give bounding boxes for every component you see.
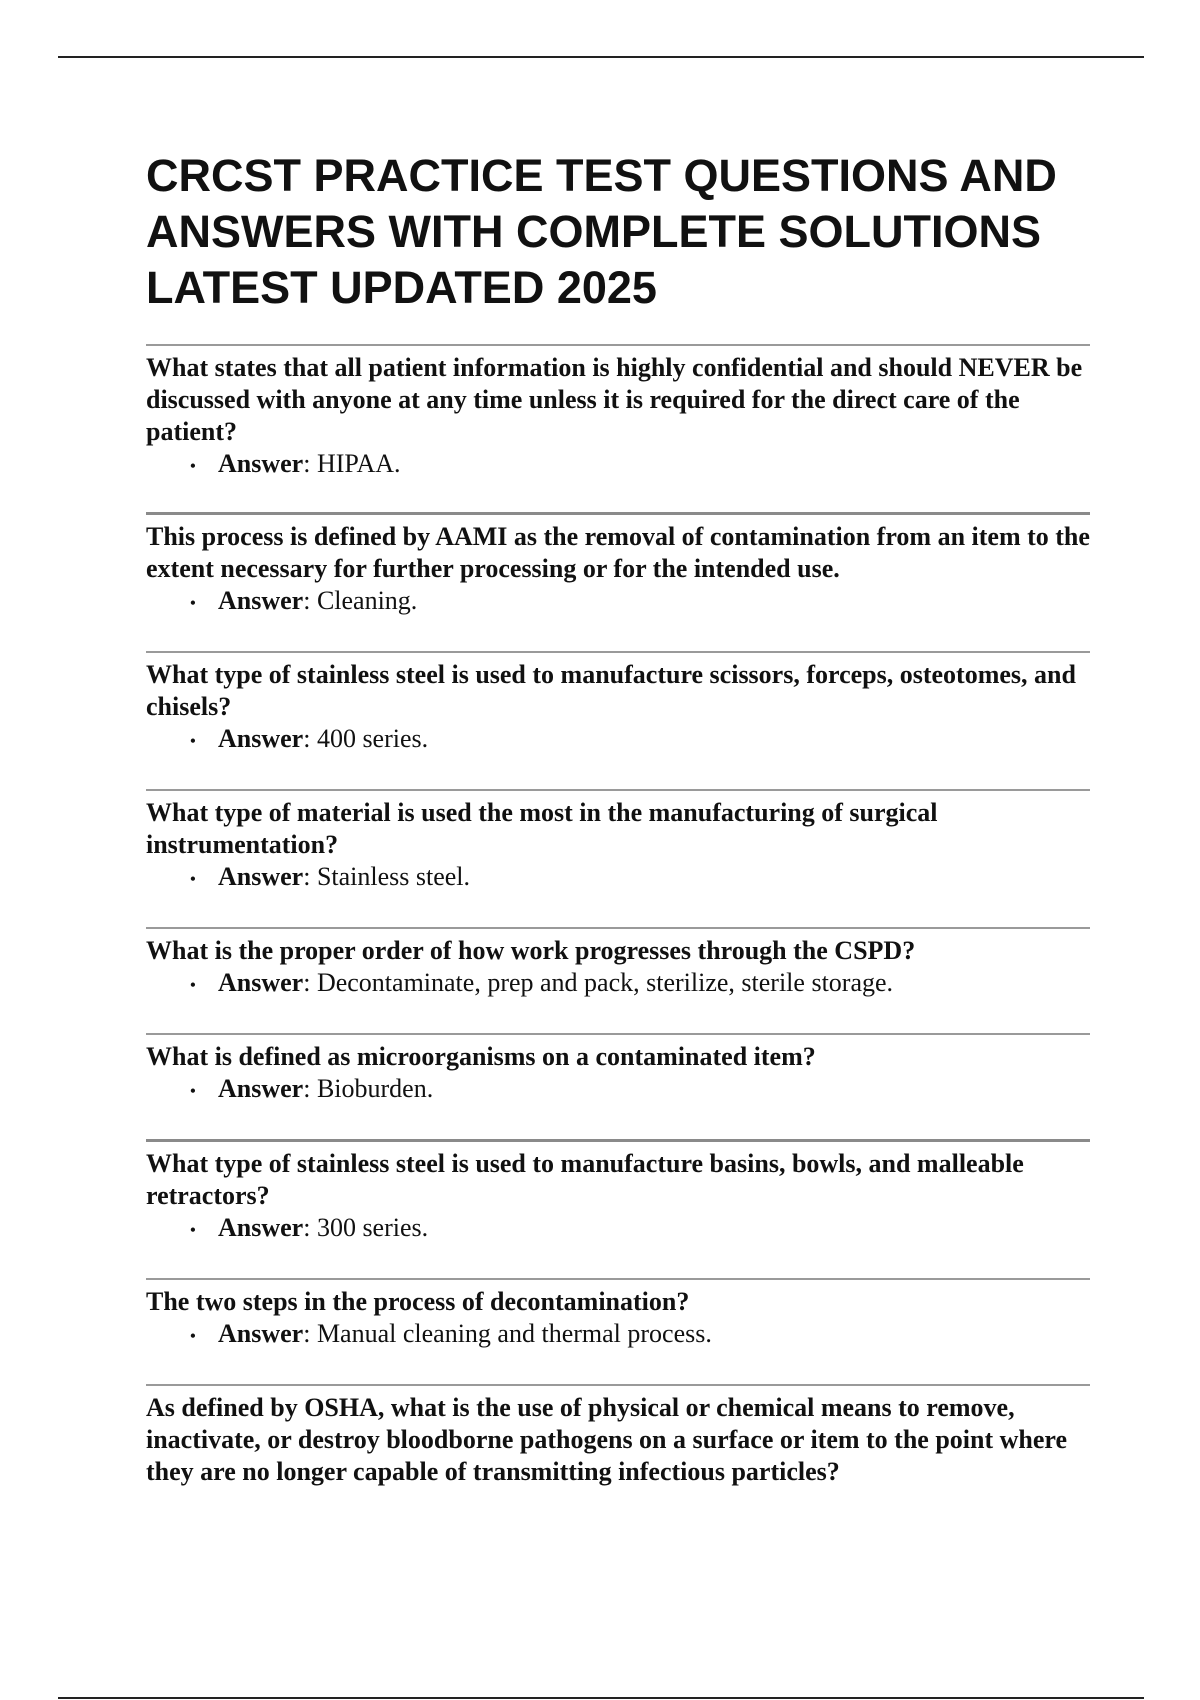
bullet-icon: •	[189, 1326, 196, 1346]
answer-label: Answer	[218, 724, 304, 753]
answer-text: : 400 series.	[303, 724, 429, 753]
question-5: What is the proper order of how work progresses through the CSPD?	[146, 936, 916, 965]
answer-1	[146, 448, 1090, 482]
answer-list-4	[146, 861, 1090, 895]
answer-3	[146, 723, 1090, 757]
answer-label: Answer	[218, 862, 304, 891]
qa-item-3	[146, 651, 1090, 789]
answer-2	[146, 585, 1090, 619]
document-body	[146, 148, 1090, 1488]
answer-label: Answer	[218, 449, 304, 478]
bullet-icon: •	[189, 869, 196, 889]
answer-list-1	[146, 448, 1090, 482]
answer-8	[146, 1318, 1090, 1352]
answer-list-8	[146, 1318, 1090, 1352]
answer-list-2	[146, 585, 1090, 619]
bullet-icon: •	[189, 731, 196, 751]
bullet-icon: •	[189, 975, 196, 995]
question-4: What type of material is used the most in the manufacturing of surgical instrumentation?	[146, 798, 938, 859]
answer-text: : HIPAA.	[303, 449, 401, 478]
bullet-icon: •	[189, 1220, 196, 1240]
document-title: CRCST PRACTICE TEST QUESTIONS AND ANSWERS WITH COMPLETE SOLUTIONS LATEST UPDATED 2025	[146, 150, 1057, 313]
answer-label: Answer	[218, 586, 304, 615]
page-bottom-rule	[58, 1697, 1144, 1699]
answer-label: Answer	[218, 968, 304, 997]
answer-list-5	[146, 967, 1090, 1001]
qa-item-5	[146, 927, 1090, 1033]
answer-text: : Manual cleaning and thermal process.	[303, 1319, 712, 1348]
answer-list-3	[146, 723, 1090, 757]
answer-text: : Bioburden.	[303, 1074, 434, 1103]
qa-item-4	[146, 789, 1090, 927]
question-8: The two steps in the process of decontamination?	[146, 1287, 690, 1316]
answer-label: Answer	[218, 1074, 304, 1103]
answer-text: : Stainless steel.	[303, 862, 471, 891]
answer-text: : 300 series.	[303, 1213, 429, 1242]
qa-item-1	[146, 344, 1090, 512]
answer-list-6	[146, 1073, 1090, 1107]
qa-list	[146, 344, 1090, 1488]
question-7: What type of stainless steel is used to manufacture basins, bowls, and malleable retractors?	[146, 1149, 1024, 1210]
bullet-icon: •	[189, 456, 196, 476]
answer-7	[146, 1212, 1090, 1246]
qa-item-6	[146, 1033, 1090, 1139]
answer-6	[146, 1073, 1090, 1107]
page-top-rule	[58, 56, 1144, 58]
question-2: This process is defined by AAMI as the removal of contamination from an item to the extent necessary for further processing or for the intended use.	[146, 522, 1090, 583]
bullet-icon: •	[189, 1081, 196, 1101]
answer-5	[146, 967, 1090, 1001]
answer-4	[146, 861, 1090, 895]
answer-text: : Decontaminate, prep and pack, sterilize, sterile storage.	[303, 968, 894, 997]
question-9: As defined by OSHA, what is the use of physical or chemical means to remove, inactivate, or destroy bloodborne pathogens on a surface or item to the point where they are no longer capable of transmitting infectious particles?	[146, 1393, 1068, 1486]
question-1: What states that all patient information is highly confidential and should NEVER be discussed with anyone at any time unless it is required for the direct care of the patient?	[146, 353, 1083, 446]
answer-text: : Cleaning.	[303, 586, 418, 615]
answer-list-7	[146, 1212, 1090, 1246]
question-6: What is defined as microorganisms on a contaminated item?	[146, 1042, 816, 1071]
question-3: What type of stainless steel is used to manufacture scissors, forceps, osteotomes, and chisels?	[146, 660, 1076, 721]
answer-label: Answer	[218, 1319, 304, 1348]
answer-label: Answer	[218, 1213, 304, 1242]
qa-item-2	[146, 512, 1090, 651]
qa-item-7	[146, 1139, 1090, 1278]
bullet-icon: •	[189, 593, 196, 613]
qa-item-8	[146, 1278, 1090, 1384]
qa-item-9	[146, 1384, 1090, 1488]
